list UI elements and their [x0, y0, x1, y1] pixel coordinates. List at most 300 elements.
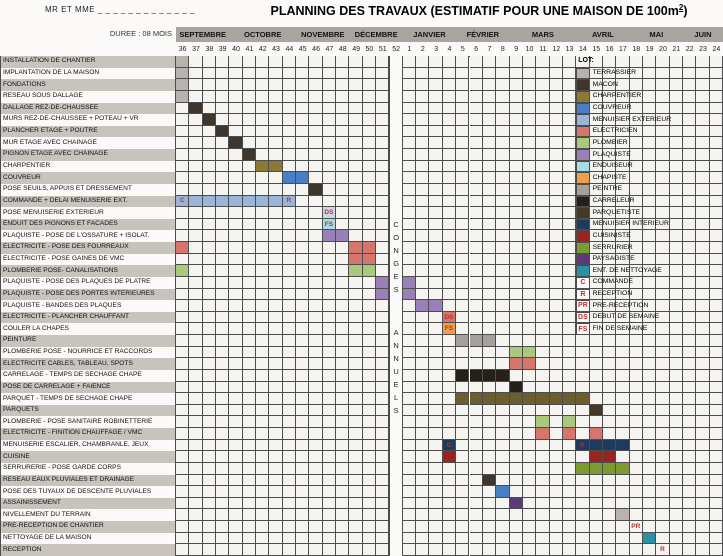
gantt-cell: [323, 382, 336, 394]
gantt-cell: [296, 498, 309, 510]
gantt-cell: [349, 91, 362, 103]
gantt-cell: [496, 126, 509, 138]
gantt-cell: [643, 416, 656, 428]
gantt-cell: [643, 172, 656, 184]
gantt-cell: [630, 172, 643, 184]
gantt-cell: [590, 358, 603, 370]
gantt-cell: [683, 358, 696, 370]
gantt-cell: [696, 300, 709, 312]
gantt-cell: [470, 521, 483, 533]
gantt-cell: [309, 300, 322, 312]
gantt-cell: [203, 335, 216, 347]
gantt-cell: [683, 219, 696, 231]
gantt-cell: [176, 126, 189, 138]
gantt-cell: [256, 172, 269, 184]
gantt-cell: [176, 521, 189, 533]
gantt-cell: [323, 347, 336, 359]
gantt-cell: [429, 498, 442, 510]
gantt-cell: [203, 56, 216, 68]
legend-label: DEBUT DE SEMAINE: [592, 313, 660, 321]
gantt-cell: [403, 486, 416, 498]
task-label: PLOMBERIE POSE - NOURRICE ET RACCORDS: [0, 347, 176, 360]
gantt-cell: [189, 161, 202, 173]
gantt-cell: [429, 405, 442, 417]
gantt-cell: [203, 451, 216, 463]
gantt-cell: [336, 172, 349, 184]
gantt-bar-cell: [176, 265, 189, 277]
cell-marker: FS: [323, 219, 336, 231]
gantt-cell: [416, 451, 429, 463]
gantt-bar-cell: [563, 393, 576, 405]
gantt-cell: [710, 114, 723, 126]
gantt-cell: [456, 242, 469, 254]
month-label: OCTOBRE: [244, 30, 282, 39]
gantt-cell: [349, 428, 362, 440]
gantt-cell: [203, 521, 216, 533]
gantt-cell: [176, 347, 189, 359]
gantt-cell: [309, 323, 322, 335]
gantt-cell: [203, 486, 216, 498]
gantt-cell: [363, 358, 376, 370]
gantt-cell: [550, 533, 563, 545]
gantt-cell: [696, 103, 709, 115]
gantt-cell: [229, 230, 242, 242]
gantt-cell: [309, 289, 322, 301]
legend-label: TERRASSIER: [592, 69, 637, 77]
gantt-bar-cell: [349, 254, 362, 266]
legend-letter: R: [576, 289, 589, 301]
gantt-cell: [363, 196, 376, 208]
gantt-cell: [643, 335, 656, 347]
gantt-cell: [363, 184, 376, 196]
gantt-cell: [456, 277, 469, 289]
gantt-cell: [696, 137, 709, 149]
gantt-cell: [470, 312, 483, 324]
gantt-cell: [309, 277, 322, 289]
gantt-cell: [496, 219, 509, 231]
gantt-cell: [483, 277, 496, 289]
gantt-cell: [416, 68, 429, 80]
gantt-cell: [456, 509, 469, 521]
gantt-cell: [256, 382, 269, 394]
gantt-cell: [470, 289, 483, 301]
gantt-cell: [363, 207, 376, 219]
gantt-cell: [550, 207, 563, 219]
gantt-cell: [256, 207, 269, 219]
gantt-bar-cell: [483, 475, 496, 487]
gantt-cell: [696, 161, 709, 173]
gantt-cell: [216, 219, 229, 231]
gantt-cell: [189, 68, 202, 80]
gantt-cell: [269, 428, 282, 440]
gantt-cell: [216, 358, 229, 370]
gantt-cell: [176, 498, 189, 510]
gantt-cell: [483, 498, 496, 510]
gantt-cell: [470, 347, 483, 359]
gantt-cell: [429, 289, 442, 301]
gantt-bar-cell: [590, 451, 603, 463]
gantt-cell: [496, 323, 509, 335]
gantt-cell: [376, 126, 389, 138]
gantt-cell: [283, 382, 296, 394]
gantt-cell: [536, 91, 549, 103]
gantt-cell: [510, 56, 523, 68]
gantt-cell: [269, 230, 282, 242]
gantt-cell: [563, 184, 576, 196]
gantt-cell: [189, 126, 202, 138]
gantt-cell: [670, 207, 683, 219]
gantt-cell: [496, 521, 509, 533]
week-label: 36: [178, 46, 187, 53]
task-label: ENDUIT DES PIGNONS ET FACADES: [0, 219, 176, 232]
gantt-cell: [336, 463, 349, 475]
gantt-cell: [456, 56, 469, 68]
gantt-cell: [483, 533, 496, 545]
gantt-cell: [309, 172, 322, 184]
gantt-cell: [403, 533, 416, 545]
gantt-cell: [710, 277, 723, 289]
gantt-cell: [470, 91, 483, 103]
gantt-cell: [483, 79, 496, 91]
gantt-cell: [283, 207, 296, 219]
gantt-cell: [550, 172, 563, 184]
gantt-bar-cell: [510, 347, 523, 359]
gantt-cell: [470, 219, 483, 231]
gantt-cell: [510, 161, 523, 173]
gantt-cell: [229, 475, 242, 487]
gantt-cell: [349, 289, 362, 301]
gantt-bar-cell: [216, 126, 229, 138]
gantt-cell: [696, 230, 709, 242]
gantt-cell: [550, 196, 563, 208]
gantt-cell: [189, 137, 202, 149]
gantt-cell: [176, 544, 189, 556]
gantt-cell: [536, 79, 549, 91]
gantt-cell: [656, 533, 669, 545]
gantt-cell: [470, 300, 483, 312]
gantt-cell: [296, 289, 309, 301]
gantt-cell: [283, 149, 296, 161]
gantt-cell: [309, 254, 322, 266]
gantt-cell: [403, 358, 416, 370]
gantt-cell: [243, 323, 256, 335]
gantt-cell: [296, 475, 309, 487]
gantt-cell: [256, 347, 269, 359]
gantt-cell: [283, 335, 296, 347]
gantt-cell: [656, 126, 669, 138]
week-label: 37: [192, 46, 200, 53]
week-label: 1: [407, 46, 412, 53]
gantt-cell: [483, 56, 496, 68]
gantt-cell: [510, 509, 523, 521]
gantt-cell: [443, 126, 456, 138]
gantt-cell: [510, 416, 523, 428]
gantt-cell: [416, 219, 429, 231]
gantt-cell: [656, 207, 669, 219]
gantt-cell: [510, 265, 523, 277]
gantt-cell: [309, 533, 322, 545]
gantt-cell: [603, 475, 616, 487]
gantt-cell: [643, 463, 656, 475]
gantt-cell: [683, 196, 696, 208]
gantt-cell: [229, 265, 242, 277]
gantt-cell: [176, 405, 189, 417]
gantt-cell: [256, 486, 269, 498]
legend-label: PARQUETISTE: [592, 208, 641, 216]
gantt-cell: [296, 219, 309, 231]
gantt-cell: [576, 451, 589, 463]
gantt-cell: [189, 475, 202, 487]
gantt-cell: [470, 416, 483, 428]
gantt-cell: [576, 428, 589, 440]
gantt-cell: [696, 289, 709, 301]
gantt-cell: [403, 312, 416, 324]
gantt-cell: [296, 405, 309, 417]
gantt-cell: [216, 230, 229, 242]
gantt-cell: [363, 463, 376, 475]
gantt-cell: [710, 126, 723, 138]
gantt-cell: [269, 242, 282, 254]
gantt-cell: [443, 475, 456, 487]
gantt-cell: [403, 114, 416, 126]
gantt-cell: [216, 335, 229, 347]
gantt-cell: [536, 312, 549, 324]
gantt-cell: [243, 382, 256, 394]
gantt-cell: [296, 347, 309, 359]
gantt-cell: [309, 312, 322, 324]
gantt-cell: [496, 254, 509, 266]
gantt-cell: [363, 382, 376, 394]
gantt-cell: [550, 312, 563, 324]
gantt-cell: [496, 289, 509, 301]
gantt-cell: [683, 254, 696, 266]
gantt-cell: [670, 230, 683, 242]
gantt-cell: [683, 533, 696, 545]
gantt-bar-cell: [603, 440, 616, 452]
gantt-cell: [470, 196, 483, 208]
gantt-cell: [283, 265, 296, 277]
gantt-cell: [643, 161, 656, 173]
gantt-cell: [643, 451, 656, 463]
gantt-cell: [269, 323, 282, 335]
gantt-bar-cell: [510, 393, 523, 405]
gantt-cell: [349, 277, 362, 289]
gantt-cell: [563, 370, 576, 382]
gantt-cell: [283, 475, 296, 487]
gantt-cell: [550, 103, 563, 115]
gantt-cell: [456, 126, 469, 138]
gantt-cell: [643, 405, 656, 417]
gantt-cell: [429, 382, 442, 394]
cell-marker: C: [176, 196, 189, 208]
gantt-cell: [483, 254, 496, 266]
legend-label: COUVREUR: [592, 104, 632, 111]
gantt-cell: [363, 103, 376, 115]
gantt-cell: [510, 486, 523, 498]
gantt-cell: [349, 79, 362, 91]
gantt-cell: [416, 265, 429, 277]
gantt-cell: [443, 486, 456, 498]
legend-swatch: [576, 254, 589, 266]
gantt-cell: [616, 544, 629, 556]
gantt-cell: [296, 393, 309, 405]
gantt-cell: [403, 184, 416, 196]
gantt-cell: [269, 393, 282, 405]
gantt-cell: [229, 544, 242, 556]
gantt-cell: [323, 463, 336, 475]
gantt-cell: [229, 323, 242, 335]
gantt-cell: [563, 440, 576, 452]
gantt-cell: [216, 428, 229, 440]
gantt-cell: [283, 68, 296, 80]
gantt-cell: [296, 370, 309, 382]
gantt-cell: [696, 172, 709, 184]
gantt-cell: [429, 254, 442, 266]
gantt-cell: [203, 405, 216, 417]
gantt-cell: [243, 486, 256, 498]
gantt-cell: [456, 91, 469, 103]
gantt-cell: [323, 370, 336, 382]
gantt-cell: [229, 440, 242, 452]
gantt-cell: [483, 172, 496, 184]
gantt-cell: [256, 137, 269, 149]
gantt-cell: [269, 486, 282, 498]
gantt-cell: [550, 416, 563, 428]
gantt-cell: [349, 68, 362, 80]
gantt-cell: [443, 509, 456, 521]
gantt-cell: [710, 161, 723, 173]
gantt-cell: [349, 347, 362, 359]
gantt-cell: [376, 161, 389, 173]
gantt-cell: [616, 370, 629, 382]
gantt-cell: [336, 347, 349, 359]
gantt-cell: [349, 149, 362, 161]
gantt-cell: [203, 230, 216, 242]
gantt-cell: [483, 300, 496, 312]
gantt-cell: [429, 486, 442, 498]
gantt-cell: [363, 347, 376, 359]
gantt-cell: [643, 196, 656, 208]
gantt-cell: [616, 79, 629, 91]
gantt-bar-cell: [269, 161, 282, 173]
gantt-cell: [443, 289, 456, 301]
gantt-cell: [309, 265, 322, 277]
gantt-cell: [670, 544, 683, 556]
gantt-cell: [269, 544, 282, 556]
gantt-cell: [363, 230, 376, 242]
gantt-cell: [323, 126, 336, 138]
gantt-cell: [603, 428, 616, 440]
gantt-cell: [643, 277, 656, 289]
gantt-cell: [483, 323, 496, 335]
gantt-cell: [243, 184, 256, 196]
task-label: MURS REZ-DE-CHAUSSEE + POTEAU + VR: [0, 114, 176, 127]
gantt-cell: [510, 405, 523, 417]
gantt-cell: [269, 68, 282, 80]
gantt-cell: [376, 428, 389, 440]
gantt-cell: [710, 440, 723, 452]
gantt-cell: [510, 91, 523, 103]
conges-letter: S: [393, 285, 399, 294]
gantt-cell: [256, 323, 269, 335]
gantt-cell: [510, 277, 523, 289]
legend-label: FIN DE SEMAINE: [592, 324, 648, 332]
gantt-cell: [510, 149, 523, 161]
gantt-cell: [203, 428, 216, 440]
gantt-cell: [710, 230, 723, 242]
gantt-bar-cell: [550, 393, 563, 405]
gantt-cell: [336, 509, 349, 521]
gantt-cell: [176, 440, 189, 452]
gantt-cell: [523, 405, 536, 417]
gantt-cell: [296, 509, 309, 521]
task-label: MUR ETAGE AVEC CHAINAGE: [0, 137, 176, 150]
gantt-cell: [563, 126, 576, 138]
gantt-cell: [683, 126, 696, 138]
gantt-cell: [470, 230, 483, 242]
gantt-cell: [376, 91, 389, 103]
gantt-cell: [269, 335, 282, 347]
legend-swatch: [576, 103, 589, 115]
gantt-cell: [269, 475, 282, 487]
gantt-cell: [496, 56, 509, 68]
gantt-cell: [496, 91, 509, 103]
gantt-cell: [323, 428, 336, 440]
gantt-cell: [336, 533, 349, 545]
gantt-cell: [496, 230, 509, 242]
task-label: ELECTRICITE - FINITION CHAUFFAGE / VMC: [0, 428, 176, 441]
gantt-cell: [523, 312, 536, 324]
gantt-cell: [363, 475, 376, 487]
gantt-cell: [550, 126, 563, 138]
gantt-cell: [429, 91, 442, 103]
gantt-cell: [563, 463, 576, 475]
gantt-cell: [483, 451, 496, 463]
gantt-cell: [590, 382, 603, 394]
gantt-cell: [563, 219, 576, 231]
gantt-cell: [443, 172, 456, 184]
gantt-bar-cell: [256, 196, 269, 208]
task-label: INSTALLATION DE CHANTIER: [0, 56, 176, 69]
week-label: 21: [672, 46, 681, 53]
cell-marker: R: [656, 544, 669, 556]
gantt-cell: [563, 323, 576, 335]
gantt-cell: [403, 79, 416, 91]
gantt-cell: [243, 312, 256, 324]
gantt-cell: [456, 103, 469, 115]
gantt-bar-cell: [176, 79, 189, 91]
gantt-cell: [323, 335, 336, 347]
week-label: 41: [245, 46, 254, 53]
gantt-cell: [510, 300, 523, 312]
gantt-cell: [269, 254, 282, 266]
gantt-cell: [283, 219, 296, 231]
gantt-cell: [550, 405, 563, 417]
gantt-cell: [349, 533, 362, 545]
gantt-cell: [683, 91, 696, 103]
gantt-cell: [536, 56, 549, 68]
gantt-bar-cell: [189, 196, 202, 208]
gantt-cell: [656, 91, 669, 103]
gantt-cell: [323, 323, 336, 335]
task-label: RECEPTION: [0, 544, 176, 556]
gantt-cell: [296, 335, 309, 347]
gantt-cell: [203, 137, 216, 149]
gantt-cell: [656, 289, 669, 301]
gantt-cell: [616, 451, 629, 463]
gantt-cell: [523, 149, 536, 161]
gantt-cell: [563, 103, 576, 115]
